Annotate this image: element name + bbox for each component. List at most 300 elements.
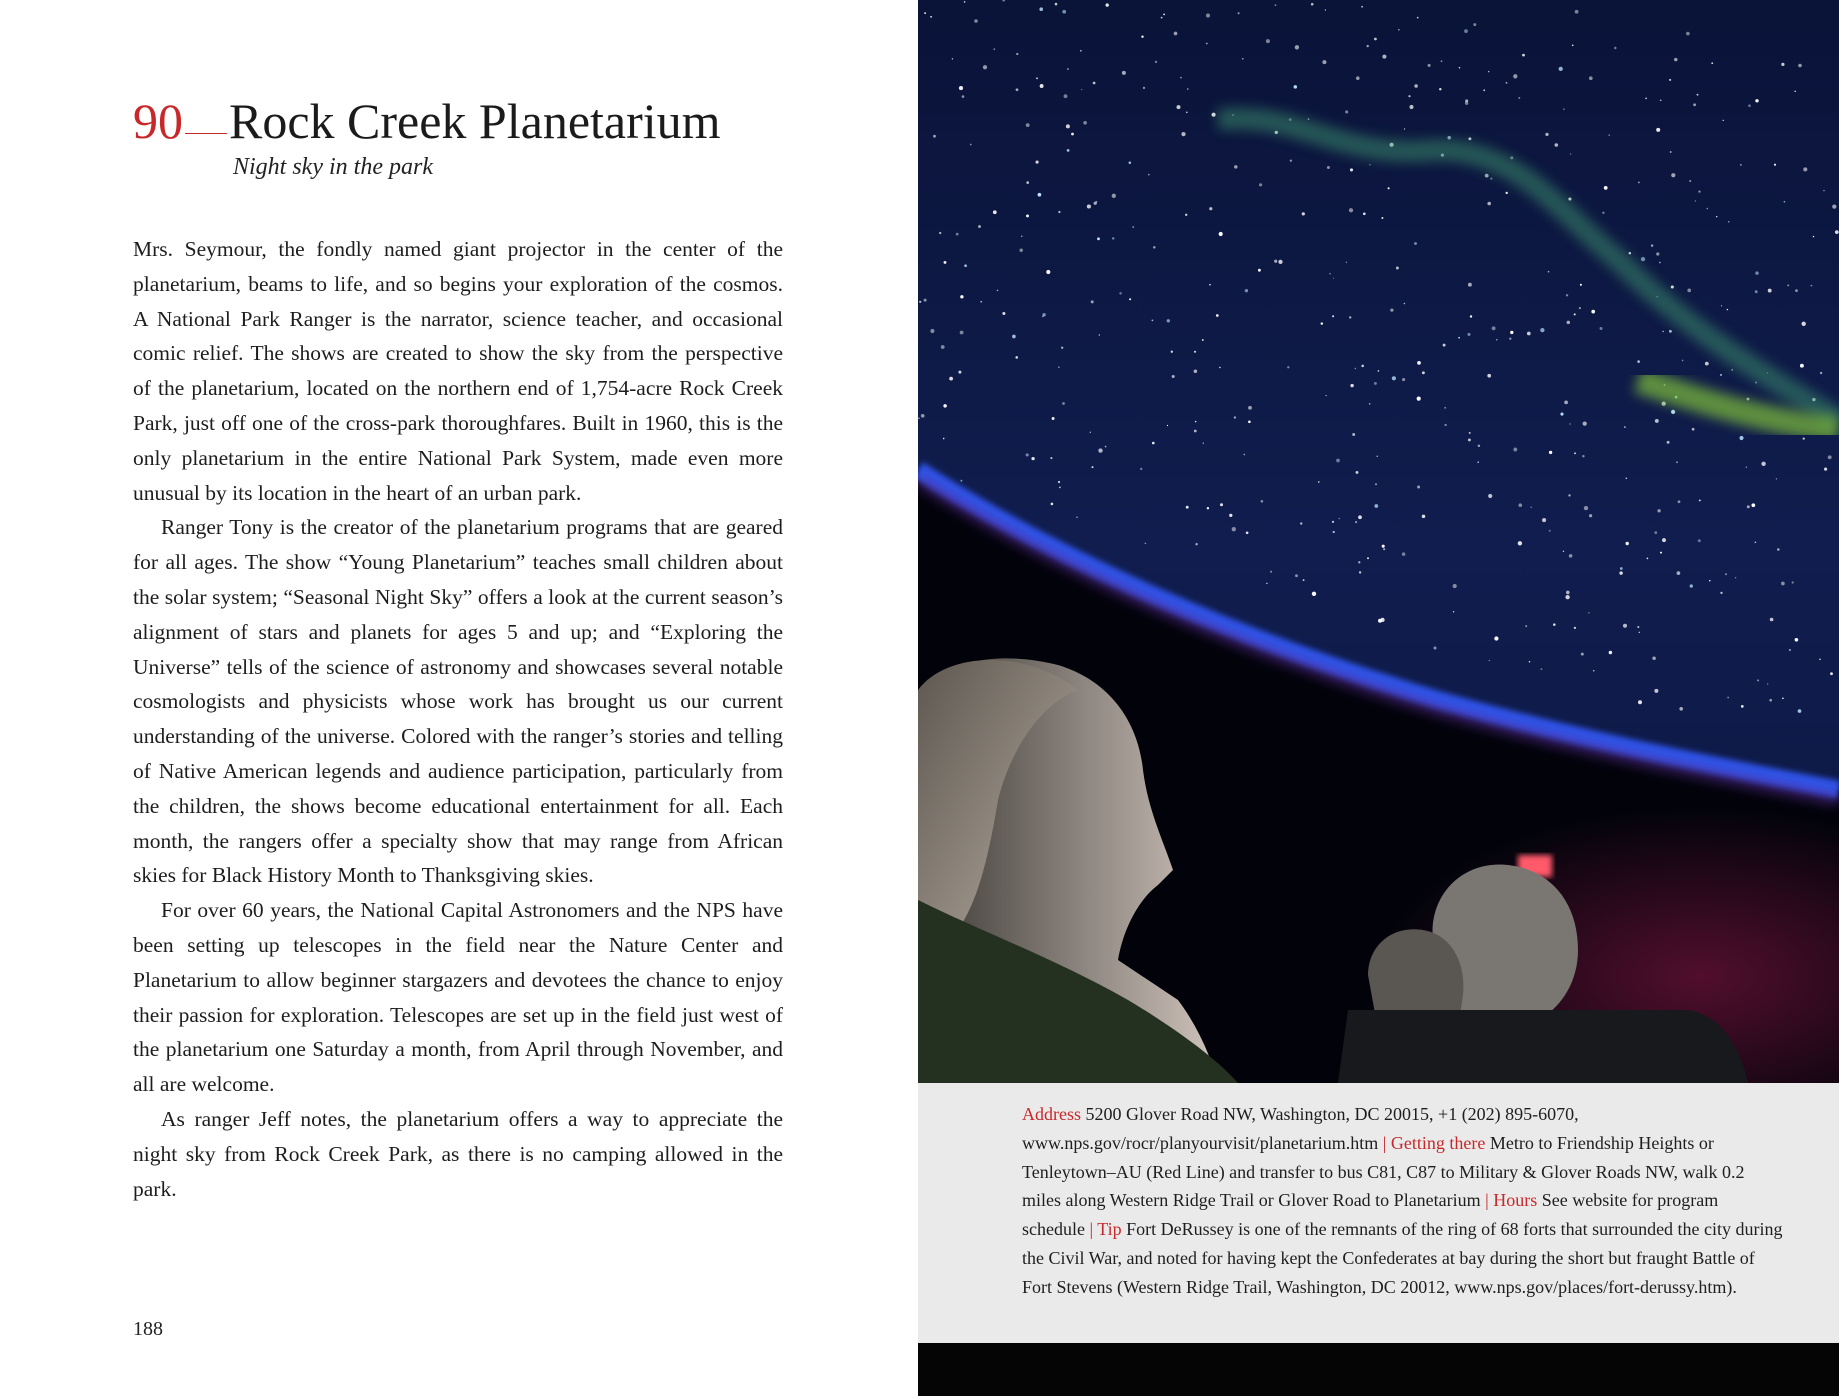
star <box>933 135 936 138</box>
star <box>1015 356 1018 359</box>
star <box>1036 161 1039 164</box>
star <box>974 19 978 23</box>
star <box>1781 63 1784 66</box>
star <box>1248 420 1251 423</box>
star <box>1332 521 1334 523</box>
star <box>1444 407 1445 408</box>
star <box>1031 457 1034 460</box>
star <box>1097 237 1100 240</box>
star <box>1560 413 1563 416</box>
hours-text: See website for program schedule <box>1022 1190 1719 1240</box>
star <box>1803 167 1807 171</box>
star <box>1447 136 1450 139</box>
entry-subtitle: Night sky in the park <box>233 154 433 180</box>
star <box>1369 403 1371 405</box>
star <box>1693 103 1696 106</box>
star <box>1367 557 1369 559</box>
star <box>1579 307 1581 309</box>
star <box>1140 468 1142 470</box>
star <box>1660 99 1662 101</box>
star <box>1441 60 1443 62</box>
star <box>1582 455 1584 457</box>
star <box>1709 580 1710 581</box>
star <box>1565 595 1569 599</box>
star <box>1707 208 1709 210</box>
star <box>1064 94 1068 98</box>
star <box>964 1 966 3</box>
star <box>1336 459 1340 463</box>
star <box>1318 481 1319 482</box>
star <box>1392 376 1396 380</box>
star <box>1509 338 1511 340</box>
star <box>1266 583 1267 584</box>
star <box>1180 77 1182 79</box>
star <box>1067 68 1069 70</box>
star <box>1506 82 1508 84</box>
star <box>1290 159 1292 161</box>
star <box>1398 29 1399 30</box>
star <box>1608 134 1609 135</box>
star <box>1058 481 1060 483</box>
star <box>1662 331 1663 332</box>
star <box>1206 13 1210 17</box>
star <box>1723 120 1724 121</box>
star <box>1602 212 1604 214</box>
star <box>1039 7 1043 11</box>
star <box>939 232 941 234</box>
star <box>1143 87 1145 89</box>
star <box>1219 367 1220 368</box>
star <box>1002 312 1005 315</box>
star <box>1540 328 1544 332</box>
star <box>1155 61 1157 63</box>
star <box>1676 462 1677 463</box>
star <box>1414 242 1417 245</box>
star <box>1105 446 1107 448</box>
star <box>1062 10 1066 14</box>
star <box>1163 14 1165 16</box>
star <box>1624 426 1626 428</box>
star <box>1361 6 1363 8</box>
star <box>1656 252 1659 255</box>
star <box>1402 552 1406 556</box>
star <box>983 65 987 69</box>
star <box>1203 443 1204 444</box>
star <box>1559 67 1563 71</box>
star <box>956 233 959 236</box>
entry-title: Rock Creek Planetarium <box>229 93 721 149</box>
star <box>1333 278 1334 279</box>
entry-number: 90 <box>133 93 183 149</box>
star <box>1604 186 1608 190</box>
star <box>1824 468 1827 471</box>
star <box>1059 487 1061 489</box>
star <box>1345 110 1348 113</box>
star <box>1132 226 1134 228</box>
star <box>1478 445 1480 447</box>
star <box>1122 71 1126 75</box>
star <box>1402 378 1405 381</box>
star <box>1148 174 1150 176</box>
star <box>1776 478 1777 479</box>
star <box>1572 45 1574 47</box>
star <box>1670 151 1672 153</box>
star <box>1302 212 1305 215</box>
star <box>1697 94 1699 96</box>
star <box>1720 592 1722 594</box>
star <box>1813 236 1814 237</box>
star <box>1468 283 1472 287</box>
star <box>1735 577 1736 578</box>
star <box>1654 531 1657 534</box>
star <box>1698 539 1701 542</box>
star <box>1153 246 1155 248</box>
star <box>1259 183 1262 186</box>
star <box>993 210 997 214</box>
star <box>952 58 953 59</box>
star <box>1574 452 1576 454</box>
star <box>1232 527 1236 531</box>
star <box>1464 29 1468 33</box>
star <box>1141 36 1143 38</box>
star <box>1099 334 1100 335</box>
star <box>1295 574 1298 577</box>
star <box>1428 64 1431 67</box>
star <box>1443 344 1446 347</box>
star <box>1774 164 1776 166</box>
star <box>1677 571 1681 575</box>
star <box>1055 3 1058 6</box>
star <box>1513 448 1517 452</box>
star <box>1042 316 1044 318</box>
star <box>1727 309 1728 310</box>
star <box>1720 374 1722 376</box>
star <box>1531 507 1532 508</box>
star <box>1458 337 1460 339</box>
star <box>1388 187 1390 189</box>
star <box>1417 361 1421 365</box>
star <box>1093 82 1096 85</box>
separator: | <box>1089 1219 1094 1240</box>
star <box>1671 285 1674 288</box>
star <box>1356 471 1359 474</box>
star <box>1195 421 1196 422</box>
star <box>924 12 926 14</box>
star <box>1781 582 1785 586</box>
star <box>1761 462 1765 466</box>
star <box>1248 406 1252 410</box>
star <box>1522 54 1525 57</box>
star <box>1755 541 1757 543</box>
star <box>1238 12 1240 14</box>
star <box>1747 505 1750 508</box>
star <box>960 295 963 298</box>
star <box>1355 368 1356 369</box>
star <box>1361 365 1364 368</box>
star <box>1488 71 1489 72</box>
star <box>1570 153 1571 154</box>
star <box>1311 3 1314 6</box>
star <box>1212 113 1216 117</box>
star <box>1645 98 1647 100</box>
star <box>959 86 963 90</box>
star <box>1058 211 1060 213</box>
star <box>1404 128 1405 129</box>
star <box>1755 271 1759 275</box>
star <box>1678 500 1681 503</box>
star <box>1185 214 1187 216</box>
star <box>1619 571 1622 574</box>
star <box>1349 316 1351 318</box>
star <box>1367 45 1369 47</box>
star <box>949 377 953 381</box>
star <box>1325 9 1326 10</box>
star <box>1026 123 1030 127</box>
separator: | <box>1485 1190 1489 1211</box>
star <box>997 290 999 292</box>
star <box>1721 305 1722 306</box>
star <box>1470 315 1472 317</box>
address-label: Address <box>1022 1104 1081 1124</box>
star <box>1091 466 1093 468</box>
star <box>1506 192 1508 194</box>
star <box>980 301 982 303</box>
star <box>1087 204 1091 208</box>
star <box>943 404 946 407</box>
star <box>1671 410 1675 414</box>
star <box>1465 99 1468 102</box>
star <box>1012 335 1016 339</box>
star <box>1194 369 1198 373</box>
star <box>1518 541 1522 545</box>
star <box>1194 351 1196 353</box>
star <box>1519 503 1523 507</box>
star <box>1794 90 1796 92</box>
star <box>1381 217 1383 219</box>
star <box>1080 50 1082 52</box>
body-paragraph: Mrs. Seymour, the fondly named giant projector in the center of the planetarium, beams to life, and so begins your exploration of the cosmos. A National Park Ranger is the narrator, science teacher, and occasional comic relief. The shows are created to show the sky from the perspective of the planetarium, located on the northern end of 1,754-acre Rock Creek Park, just off one of the cross-park thoroughfares. Built in 1960, this is the only planetarium in the entire National Park System, made even more unusual by its location in the heart of an urban park. <box>133 237 783 505</box>
star <box>1083 121 1087 125</box>
star <box>1568 494 1570 496</box>
separator: | <box>1382 1132 1387 1153</box>
star <box>1490 178 1492 180</box>
star <box>1468 137 1471 140</box>
star <box>1695 200 1696 201</box>
photo-bottom-strip <box>918 1343 1839 1396</box>
star <box>1687 289 1691 293</box>
star <box>944 261 947 264</box>
star <box>1050 457 1052 459</box>
star <box>1375 483 1377 485</box>
star <box>1422 371 1425 374</box>
star <box>1641 257 1645 261</box>
star <box>1382 545 1385 548</box>
star <box>1422 515 1425 518</box>
star <box>1119 292 1122 295</box>
star <box>1674 58 1677 61</box>
star <box>1312 592 1316 596</box>
star <box>1699 499 1701 501</box>
star <box>1555 143 1559 147</box>
star <box>970 144 972 146</box>
star <box>1071 133 1074 136</box>
star <box>1066 124 1070 128</box>
star <box>1669 330 1672 333</box>
star <box>1346 262 1347 263</box>
star <box>918 417 920 419</box>
star <box>1569 554 1573 558</box>
star <box>1792 581 1794 583</box>
star <box>1058 366 1059 367</box>
star <box>1492 326 1496 330</box>
right-page <box>918 0 1839 1396</box>
star <box>1220 503 1223 506</box>
star <box>1589 76 1593 80</box>
star <box>1129 161 1132 164</box>
star <box>1409 105 1413 109</box>
entry-heading <box>133 92 721 150</box>
star <box>1542 518 1546 522</box>
star <box>1216 314 1219 317</box>
star <box>1350 168 1353 171</box>
star <box>1404 303 1406 305</box>
star <box>1325 395 1326 396</box>
star <box>1052 417 1055 420</box>
star <box>1129 298 1131 300</box>
star <box>1194 430 1197 433</box>
star <box>1682 360 1684 362</box>
star <box>1287 366 1289 368</box>
getting-there-label: Getting there <box>1390 1132 1486 1153</box>
star <box>1787 284 1789 286</box>
star <box>1748 104 1751 107</box>
tip-text: Fort DeRussey is one of the remnants of the ring of 68 forts that surrounded the city during the Civil War, and noted for having kept the Confederates at bay during the short but fraught Battle of Fort Stevens (Western Ridge Trail, Washington, DC 20012, www.nps.gov/places/fort-derussy.htm). <box>1022 1219 1783 1297</box>
star <box>1352 433 1355 436</box>
info-box <box>918 1083 1839 1343</box>
star <box>960 331 964 335</box>
star <box>1209 207 1212 210</box>
star <box>1488 494 1492 498</box>
star <box>1186 506 1189 509</box>
star <box>1563 108 1564 109</box>
star <box>943 438 945 440</box>
page-number: 188 <box>133 1318 163 1340</box>
star <box>1339 518 1340 519</box>
star <box>1145 543 1147 545</box>
star <box>1275 4 1277 6</box>
star <box>1777 548 1780 551</box>
star <box>1358 515 1362 519</box>
star <box>1568 197 1571 200</box>
star <box>960 480 962 482</box>
star <box>1266 39 1270 43</box>
body-paragraph: For over 60 years, the National Capital Astronomers and the NPS have been setting up telescopes in the field near the Nature Center and Planetarium to allow beginner stargazers and devotees the chance to enjoy their passion for exploration. Telescopes are set up in the field just west of the planetarium one Saturday a month, from April through November, and all are welcome. <box>133 898 783 1097</box>
star <box>1518 97 1520 99</box>
star <box>1300 522 1303 525</box>
star <box>1278 260 1282 264</box>
star <box>1038 193 1042 197</box>
body-text <box>133 232 783 1206</box>
star <box>1350 384 1353 387</box>
star <box>1026 214 1029 217</box>
star <box>1600 327 1603 330</box>
address-text: 5200 Glover Road NW, Washington, DC 20015, +1 (202) 895-6070, www.nps.gov/rocr/planyourvisit/planetarium.htm <box>1022 1104 1579 1153</box>
star <box>1246 531 1249 534</box>
star <box>1564 401 1568 405</box>
star <box>1725 573 1727 575</box>
body-paragraph: As ranger Jeff notes, the planetarium offers a way to appreciate the night sky from Rock Creek Park, as there is no camping allowed in the park. <box>133 1106 783 1201</box>
star <box>1467 333 1470 336</box>
star <box>1081 89 1082 90</box>
star <box>1795 289 1798 292</box>
star <box>1377 456 1378 457</box>
star <box>1835 230 1839 234</box>
star <box>1625 542 1628 545</box>
star <box>1667 441 1670 444</box>
star <box>1229 514 1232 517</box>
star <box>1656 128 1660 132</box>
star <box>978 225 981 228</box>
star <box>1209 284 1211 286</box>
star <box>1374 38 1377 41</box>
star <box>1739 436 1743 440</box>
star <box>1234 165 1238 169</box>
star <box>1242 58 1244 60</box>
star <box>1477 461 1479 463</box>
star <box>1690 584 1693 587</box>
star <box>1206 43 1208 45</box>
star <box>1583 421 1587 425</box>
star <box>1485 174 1489 178</box>
star <box>1629 252 1631 254</box>
star <box>964 264 967 267</box>
star <box>1459 67 1460 68</box>
star <box>1651 244 1653 246</box>
star <box>1487 202 1491 206</box>
star <box>1202 339 1204 341</box>
star <box>1026 181 1029 184</box>
star <box>919 301 921 303</box>
star <box>1823 190 1824 191</box>
star <box>1657 509 1660 512</box>
star <box>1176 105 1180 109</box>
left-page <box>0 0 918 1396</box>
star <box>1021 236 1023 238</box>
star <box>1444 424 1446 426</box>
star <box>1061 347 1063 349</box>
star <box>1591 310 1595 314</box>
star <box>1174 32 1178 36</box>
star <box>1374 382 1377 385</box>
star <box>930 329 934 333</box>
star <box>1686 32 1690 36</box>
star <box>1332 315 1334 317</box>
tip-label: Tip <box>1097 1219 1122 1240</box>
star <box>1040 84 1044 88</box>
star <box>1589 514 1592 517</box>
star <box>1308 118 1309 119</box>
star <box>1669 79 1671 81</box>
star <box>1832 204 1836 208</box>
star <box>1062 402 1065 405</box>
star <box>1566 294 1568 296</box>
star <box>1800 364 1804 368</box>
getting-there-text: Metro to Friendship Heights or Tenleytown–AU (Red Line) and transfer to bus C81, C87 to Military & Glover Roads NW, walk 0.2 miles along Western Ridge Trail or Glover Road to Planetarium <box>1022 1132 1745 1211</box>
star <box>1274 260 1277 263</box>
star <box>1322 60 1326 64</box>
star <box>1417 397 1421 401</box>
star <box>1439 88 1441 90</box>
